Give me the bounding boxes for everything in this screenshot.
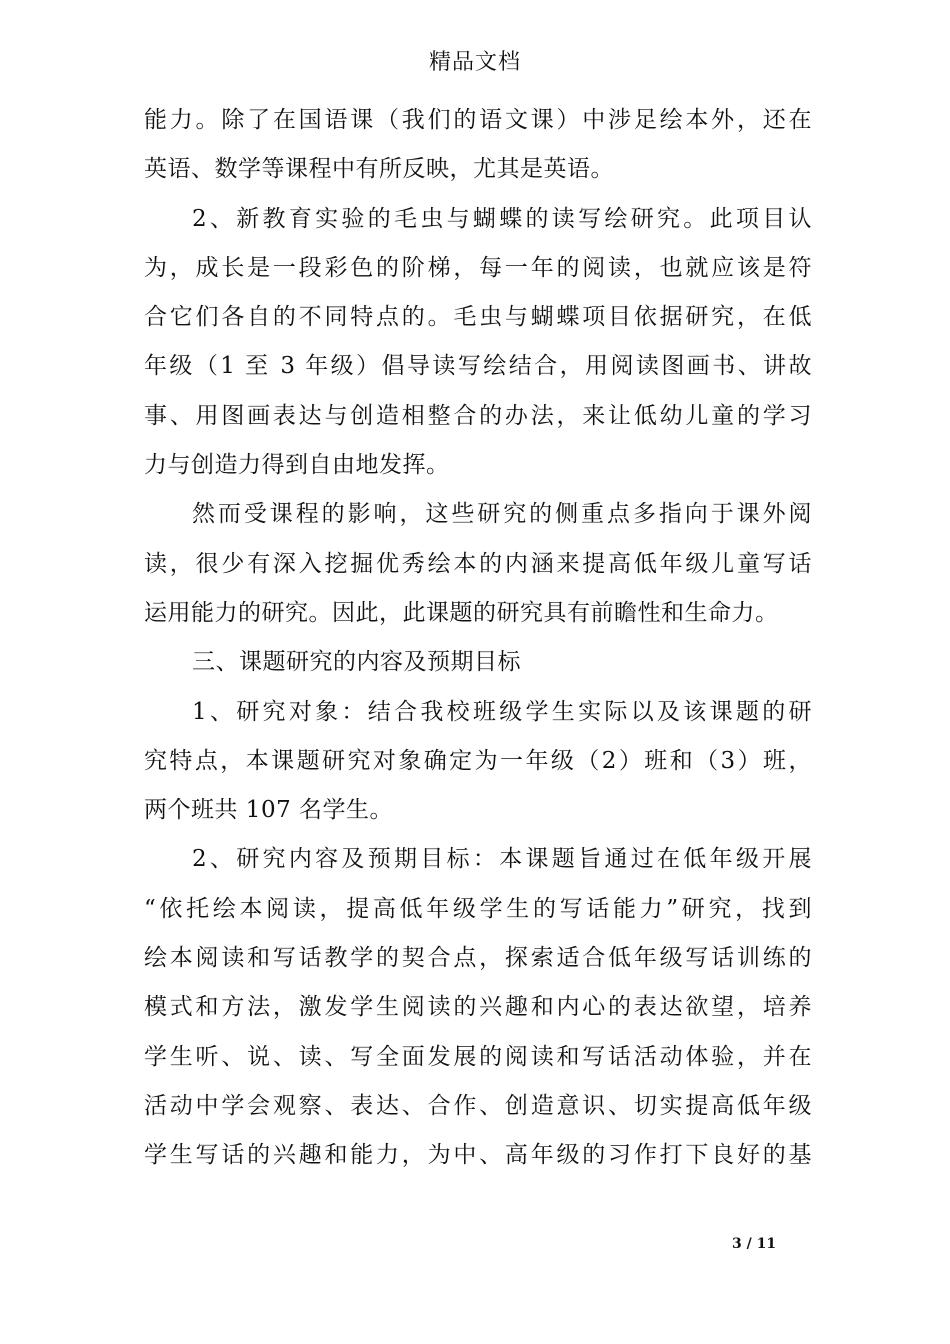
text-line: 运用能力的研究。因此，此课题的研究具有前瞻性和生命力。: [144, 599, 779, 626]
page-header-title: 精品文档: [428, 50, 521, 75]
text-line: 活动中学会观察、表达、合作、创造意识、切实提高低年级: [144, 1092, 812, 1119]
section-heading: 三、课题研究的内容及预期目标: [192, 649, 521, 676]
text-line: “依托绘本阅读，提高低年级学生的写话能力”研究，找到: [144, 895, 812, 922]
text-line: 能力。除了在国语课（我们的语文课）中涉足绘本外，还在: [144, 107, 812, 133]
text-line: 合它们各自的不同特点的。毛虫与蝴蝶项目依据研究，在低: [144, 304, 812, 331]
text-line: 学生写话的兴趣和能力，为中、高年级的习作打下良好的基: [144, 1142, 812, 1169]
text-line: 为，成长是一段彩色的阶梯，每一年的阅读，也就应该是符: [144, 254, 812, 281]
text-line: 英语、数学等课程中有所反映，尤其是英语。: [144, 156, 614, 183]
text-line: 2、新教育实验的毛虫与蝴蝶的读写绘研究。此项目认: [192, 205, 812, 232]
text-line: 然而受课程的影响，这些研究的侧重点多指向于课外阅: [192, 501, 812, 528]
text-line: 事、用图画表达与创造相整合的办法，来让低幼儿童的学习: [144, 402, 812, 429]
text-line: 2、研究内容及预期目标：本课题旨通过在低年级开展: [192, 846, 812, 873]
page-number: 3 / 11: [732, 1236, 777, 1252]
body-text: [144, 96, 812, 1181]
text-line: 读，很少有深入挖掘优秀绘本的内涵来提高低年级儿童写话: [144, 550, 812, 577]
text-line: 力与创造力得到自由地发挥。: [144, 452, 450, 479]
text-line: 1、研究对象：结合我校班级学生实际以及该课题的研: [192, 698, 812, 725]
text-line: 学生听、说、读、写全面发展的阅读和写话活动体验，并在: [144, 1043, 812, 1070]
text-line: 年级（1 至 3 年级）倡导读写绘结合，用阅读图画书、讲故: [144, 353, 812, 380]
text-line: 两个班共 107 名学生。: [144, 797, 394, 824]
text-line: 究特点，本课题研究对象确定为一年级（2）班和（3）班，: [144, 747, 812, 774]
text-line: 绘本阅读和写话教学的契合点，探索适合低年级写话训练的: [144, 945, 812, 972]
text-line: 模式和方法，激发学生阅读的兴趣和内心的表达欲望，培养: [144, 994, 812, 1021]
